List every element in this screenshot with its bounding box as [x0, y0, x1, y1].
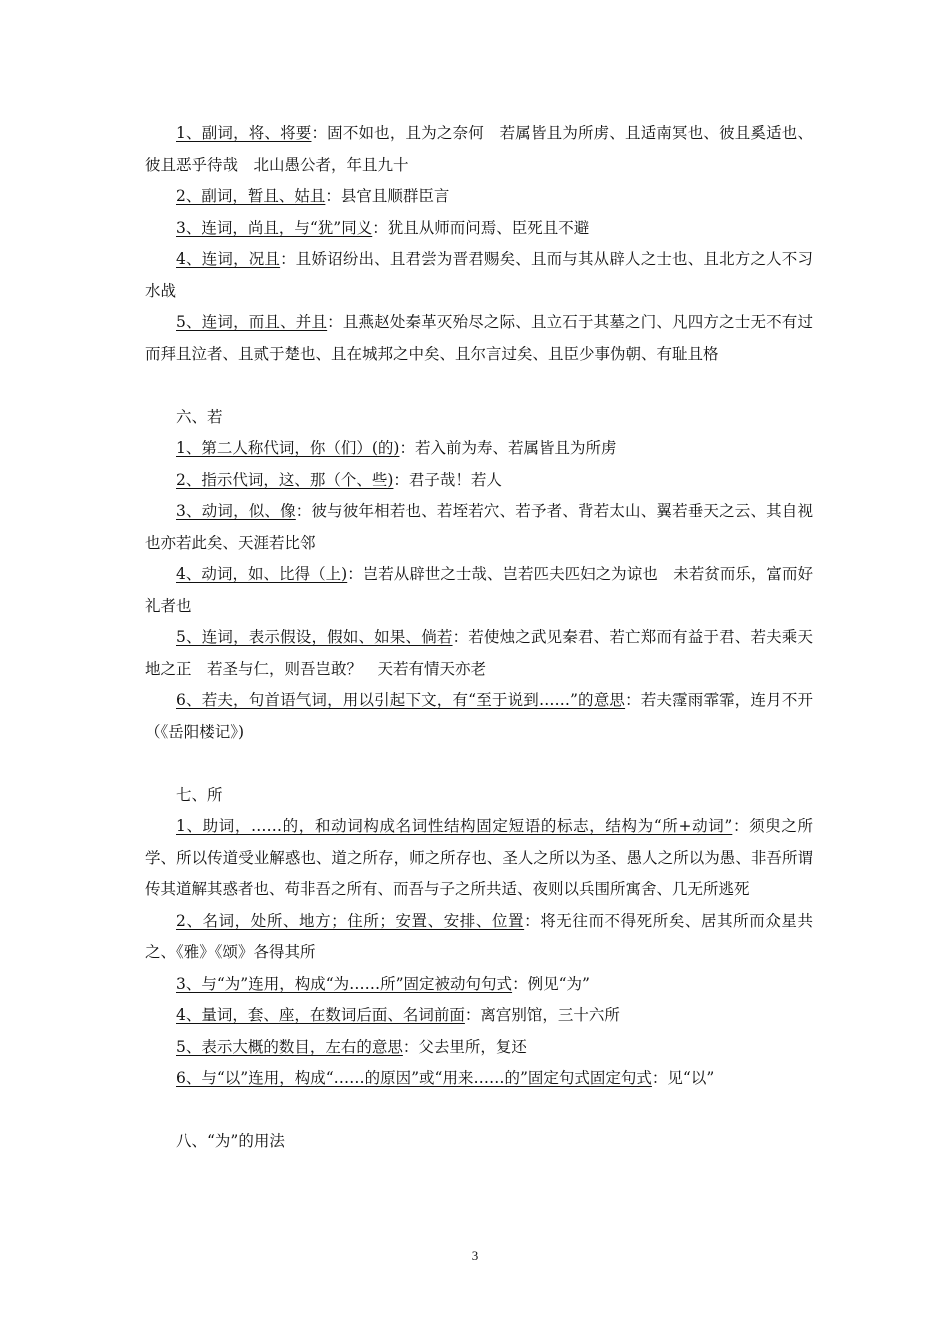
list-item [145, 1063, 813, 1095]
section-heading: 八、“为”的用法 [176, 1132, 285, 1150]
definition-label: 2、指示代词，这、那（个、些) [176, 470, 394, 489]
definition-label: 5、连词，表示假设，假如、如果、倘若 [176, 628, 453, 646]
list-item [145, 181, 813, 213]
definition-label: 1、助词，……的，和动词构成名词性结构固定短语的标志，结构为“所+动词” [176, 817, 733, 835]
definition-label: 4、连词，况且 [176, 250, 281, 268]
example-text: ：犹且从师而问焉、臣死且不避 [372, 218, 590, 237]
definition-label: 4、动词，如、比得（上) [176, 565, 348, 583]
list-item [145, 244, 813, 307]
example-text: ：离宫别馆，三十六所 [464, 1006, 620, 1024]
example-text: ：例见“为” [512, 974, 590, 993]
list-item [145, 1000, 813, 1032]
example-text: ：县官且顺群臣言 [325, 187, 450, 205]
section-wei [145, 1126, 813, 1158]
section-spacer [145, 370, 813, 402]
document-body [145, 118, 813, 1158]
list-item [145, 307, 813, 370]
list-item [145, 118, 813, 181]
list-item [145, 906, 813, 969]
definition-label: 5、表示大概的数目，左右的意思 [176, 1037, 403, 1056]
list-item [145, 1032, 813, 1064]
section-qie [145, 118, 813, 370]
list-item [145, 213, 813, 245]
example-text: ：须臾之所学、所以传道受业解惑也、道之所存，师之所存也、圣人之所以为圣、愚人之所以为愚、非吾所谓传其道解其惑者也、苟非吾之所有、而吾与子之所共适、夜则以兵围所寓舍、几无所逃死 [145, 817, 813, 898]
definition-label: 3、动词，似、像 [176, 502, 296, 520]
example-text: ：彼与彼年相若也、若垤若穴、若予者、背若太山、翼若垂天之云、其自视也亦若此矣、天涯若比邻 [145, 502, 813, 552]
example-text: ：岂若从辟世之士哉、岂若匹夫匹妇之为谅也 未若贫而乐，富而好礼者也 [145, 565, 813, 615]
definition-label: 4、量词，套、座，在数词后面、名词前面 [176, 1006, 465, 1024]
definition-label: 1、第二人称代词，你（们）(的) [176, 439, 400, 457]
list-item [145, 969, 813, 1001]
definition-label: 6、若夫，句首语气词，用以引起下文，有“至于说到……”的意思 [176, 691, 626, 709]
section-heading: 七、所 [176, 785, 223, 804]
section-ruo [145, 402, 813, 749]
list-item [145, 433, 813, 465]
list-item [145, 685, 813, 748]
example-text: ：且娇诏纷出、且君尝为晋君赐矣、且而与其从辟人之士也、且北方之人不习水战 [145, 250, 813, 300]
list-item [145, 622, 813, 685]
page-number: 3 [471, 1248, 479, 1263]
example-text: ：若使烛之武见秦君、若亡郑而有益于君、若夫乘天地之正 若圣与仁，则吾岂敢？ 天若有情天亦老 [145, 628, 813, 678]
definition-label: 5、连词，而且、并且 [176, 313, 328, 331]
example-text: ：见“以” [651, 1069, 715, 1087]
list-item [145, 465, 813, 497]
definition-label: 2、副词，暂且、姑且 [176, 187, 326, 205]
section-heading: 六、若 [176, 407, 223, 426]
example-text: ：固不如也，且为之奈何 若属皆且为所虏、且适南冥也、彼且奚适也、彼且恶乎待哉 北山愚公者，年且九十 [145, 124, 813, 174]
definition-label: 1、副词，将、将要 [176, 124, 312, 142]
list-item [145, 496, 813, 559]
definition-label: 2、名词，处所、地方；住所；安置、安排、位置 [176, 911, 525, 930]
list-item [145, 559, 813, 622]
section-spacer [145, 748, 813, 780]
example-text: ：父去里所，复还 [402, 1037, 527, 1056]
example-text: ：若夫霪雨霏霏，连月不开（《岳阳楼记》) [145, 691, 813, 741]
section-suo [145, 780, 813, 1095]
example-text: ：将无往而不得死所矣、居其所而众星共之、《雅》《颂》各得其所 [145, 911, 813, 961]
example-text: ：且燕赵处秦革灭殆尽之际、且立石于其墓之门、凡四方之士无不有过而拜且泣者、且贰于楚也、且在城邦之中矣、且尔言过矣、且臣少事伪朝、有耻且格 [145, 313, 813, 363]
definition-label: 3、与“为”连用，构成“为……所”固定被动句句式 [176, 974, 513, 993]
example-text: ：若入前为寿、若属皆且为所虏 [399, 439, 617, 457]
section-spacer [145, 1095, 813, 1127]
list-item [145, 811, 813, 906]
example-text: ：君子哉！若人 [393, 470, 502, 489]
definition-label: 6、与“以”连用，构成“……的原因”或“用来……的”固定句式固定句式 [176, 1069, 652, 1087]
definition-label: 3、连词，尚且，与“犹”同义 [176, 218, 373, 237]
